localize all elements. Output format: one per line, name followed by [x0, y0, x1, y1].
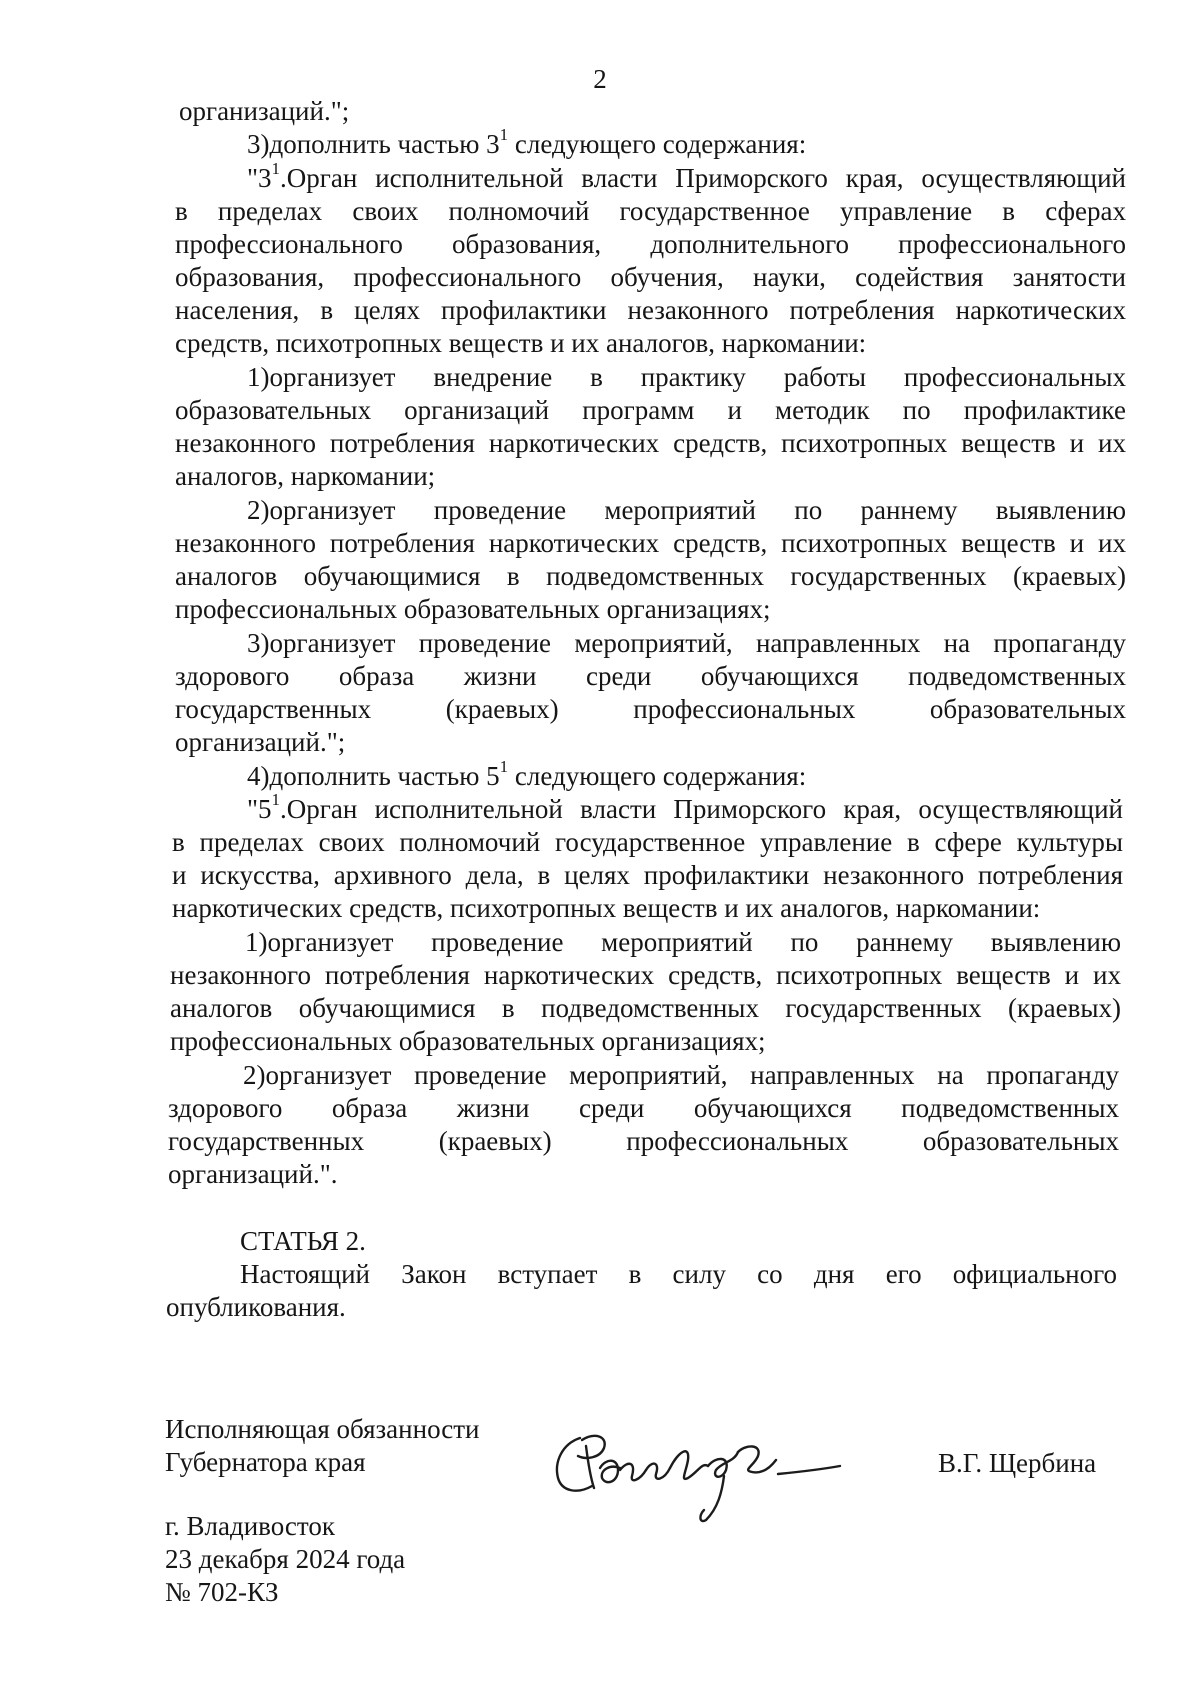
body-line: средств, психотропных веществ и их аналогов, наркомании:: [175, 328, 867, 358]
page-number: 2: [593, 64, 607, 94]
signing-date: 23 декабря 2024 года: [165, 1544, 406, 1574]
body-line: государственных (краевых) профессиональных образовательных: [175, 694, 1126, 724]
law-number: № 702-КЗ: [165, 1577, 279, 1607]
body-line-text: 3)дополнить частью 3: [247, 129, 500, 159]
signatory-position-line2: Губернатора края: [165, 1447, 366, 1477]
body-line: профессиональных образовательных организациях;: [175, 594, 771, 624]
signatory-position-line1: Исполняющая обязанности: [165, 1414, 480, 1444]
body-line: незаконного потребления наркотических средств, психотропных веществ и их: [170, 960, 1121, 990]
superscript-index: 1: [271, 159, 281, 178]
body-line: здорового образа жизни среди обучающихся подведомственных: [168, 1093, 1119, 1123]
body-line: [247, 159, 1126, 195]
superscript-index: 1: [271, 790, 281, 809]
body-line: аналогов обучающимися в подведомственных государственных (краевых): [170, 993, 1121, 1023]
body-line: профессионального образования, дополнительного профессионального: [175, 229, 1126, 259]
body-line: здорового образа жизни среди обучающихся подведомственных: [175, 661, 1126, 691]
body-line: образования, профессионального обучения, науки, содействия занятости: [175, 262, 1126, 292]
signing-city: г. Владивосток: [165, 1511, 335, 1541]
body-line: аналогов обучающимися в подведомственных государственных (краевых): [175, 561, 1126, 591]
body-line: наркотических средств, психотропных веществ и их аналогов, наркомании:: [172, 893, 1041, 923]
body-line: образовательных организаций программ и методик по профилактике: [175, 395, 1126, 425]
body-line: организаций.";: [179, 96, 350, 126]
body-line: организаций.".: [168, 1159, 338, 1189]
body-line-text: следующего содержания:: [508, 129, 807, 159]
superscript-index: 1: [499, 125, 509, 144]
handwritten-signature: [548, 1422, 878, 1532]
body-line: населения, в целях профилактики незаконного потребления наркотических: [175, 295, 1126, 325]
body-line: [247, 790, 1123, 826]
body-line-text: .Орган исполнительной власти Приморского края, осуществляющий: [280, 794, 1123, 824]
body-line-text: "5: [247, 794, 272, 824]
body-line-text: 4)дополнить частью 5: [247, 761, 500, 791]
body-line: профессиональных образовательных организациях;: [170, 1026, 766, 1056]
superscript-index: 1: [499, 757, 509, 776]
body-line: в пределах своих полномочий государственное управление в сферах: [175, 196, 1126, 226]
body-line: государственных (краевых) профессиональных образовательных: [168, 1126, 1119, 1156]
body-line: организаций.";: [175, 727, 346, 757]
body-line: опубликования.: [166, 1292, 346, 1322]
body-line: аналогов, наркомании;: [175, 461, 436, 491]
body-line: и искусства, архивного дела, в целях профилактики незаконного потребления: [172, 860, 1123, 890]
body-line: 1)организует внедрение в практику работы профессиональных: [247, 362, 1126, 392]
body-line: 3)организует проведение мероприятий, направленных на пропаганду: [247, 628, 1126, 658]
body-line: СТАТЬЯ 2.: [240, 1226, 366, 1256]
body-line: 1)организует проведение мероприятий по раннему выявлению: [245, 927, 1121, 957]
body-line: 2)организует проведение мероприятий, направленных на пропаганду: [243, 1060, 1119, 1090]
body-line: [247, 757, 1126, 793]
body-line: [247, 125, 1033, 161]
body-line-text: следующего содержания:: [508, 761, 807, 791]
body-line-text: "3: [247, 163, 272, 193]
body-line: незаконного потребления наркотических средств, психотропных веществ и их: [175, 428, 1126, 458]
body-line: 2)организует проведение мероприятий по раннему выявлению: [247, 495, 1126, 525]
signatory-name: В.Г. Щербина: [938, 1448, 1097, 1478]
body-line: незаконного потребления наркотических средств, психотропных веществ и их: [175, 528, 1126, 558]
body-line: Настоящий Закон вступает в силу со дня его официального: [240, 1259, 1117, 1289]
body-line-text: .Орган исполнительной власти Приморского края, осуществляющий: [280, 163, 1126, 193]
body-line: в пределах своих полномочий государственное управление в сфере культуры: [172, 827, 1123, 857]
